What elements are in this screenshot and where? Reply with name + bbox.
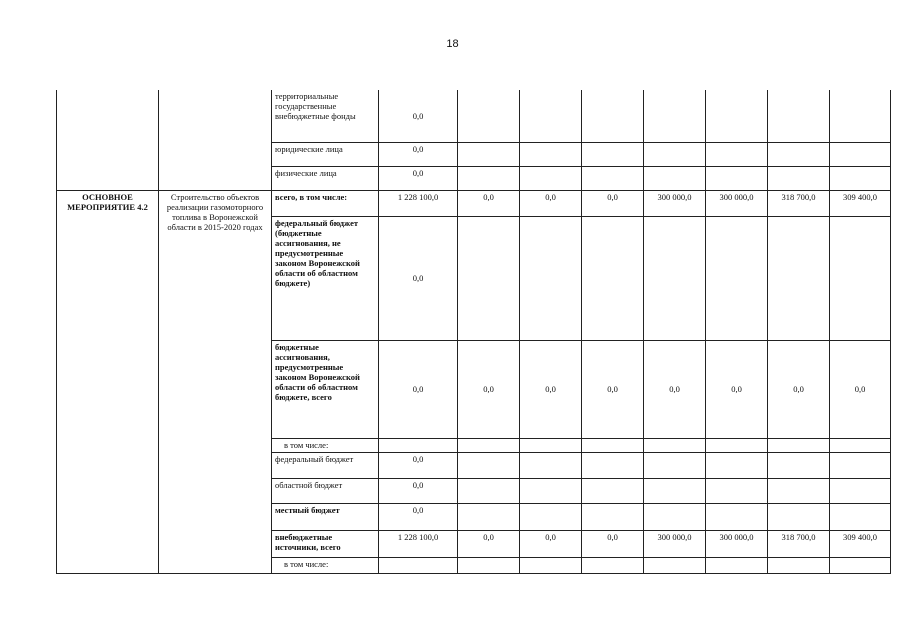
year-value: 0,0: [706, 340, 768, 438]
measure-description: Строительство объектов реализации газомоторного топлива в Воронежской области в 2015-2020 годах: [159, 190, 272, 573]
row-total: 0,0: [379, 503, 458, 530]
row-label: территориальные государственные внебюджетные фонды: [272, 90, 379, 142]
row-total: 1 228 100,0: [379, 530, 458, 557]
year-value: 309 400,0: [830, 190, 891, 216]
row-label: бюджетные ассигнования, предусмотренные законом Воронежской области об областном бюджете, всего: [272, 340, 379, 438]
measure-title: ОСНОВНОЕ МЕРОПРИЯТИЕ 4.2: [57, 190, 159, 573]
table-row: [57, 90, 891, 142]
row-total: 0,0: [379, 478, 458, 503]
row-total: 0,0: [379, 216, 458, 340]
year-value: 0,0: [458, 530, 520, 557]
year-value: 300 000,0: [644, 190, 706, 216]
year-value: 0,0: [458, 190, 520, 216]
row-label: внебюджетные источники, всего: [272, 530, 379, 557]
year-value: 318 700,0: [768, 190, 830, 216]
year-value: 318 700,0: [768, 530, 830, 557]
row-total: 1 228 100,0: [379, 190, 458, 216]
empty-cell: [57, 90, 159, 190]
row-total: 0,0: [379, 90, 458, 142]
funding-table: [56, 90, 891, 574]
row-label: всего, в том числе:: [272, 190, 379, 216]
row-label: федеральный бюджет: [272, 452, 379, 478]
year-value: 0,0: [458, 340, 520, 438]
year-value: 0,0: [582, 340, 644, 438]
row-label: в том числе:: [272, 557, 379, 573]
year-value: 0,0: [768, 340, 830, 438]
year-value: 0,0: [644, 340, 706, 438]
table-row: [57, 190, 891, 216]
year-value: 0,0: [520, 340, 582, 438]
row-label: физические лица: [272, 166, 379, 190]
page-number: 18: [446, 38, 459, 50]
year-value: 0,0: [520, 190, 582, 216]
year-value: 300 000,0: [706, 530, 768, 557]
row-total: 0,0: [379, 452, 458, 478]
row-total: 0,0: [379, 340, 458, 438]
year-value: 0,0: [582, 530, 644, 557]
row-label: федеральный бюджет (бюджетные ассигнования, не предусмотренные законом Воронежской области об областном бюджете): [272, 216, 379, 340]
row-total: 0,0: [379, 166, 458, 190]
row-total: 0,0: [379, 142, 458, 166]
row-label: областной бюджет: [272, 478, 379, 503]
row-label: юридические лица: [272, 142, 379, 166]
row-label: местный бюджет: [272, 503, 379, 530]
empty-cell: [159, 90, 272, 190]
year-value: 0,0: [520, 530, 582, 557]
year-value: 300 000,0: [644, 530, 706, 557]
row-label: в том числе:: [272, 438, 379, 452]
year-value: 300 000,0: [706, 190, 768, 216]
year-value: 0,0: [830, 340, 891, 438]
year-value: 309 400,0: [830, 530, 891, 557]
year-value: 0,0: [582, 190, 644, 216]
